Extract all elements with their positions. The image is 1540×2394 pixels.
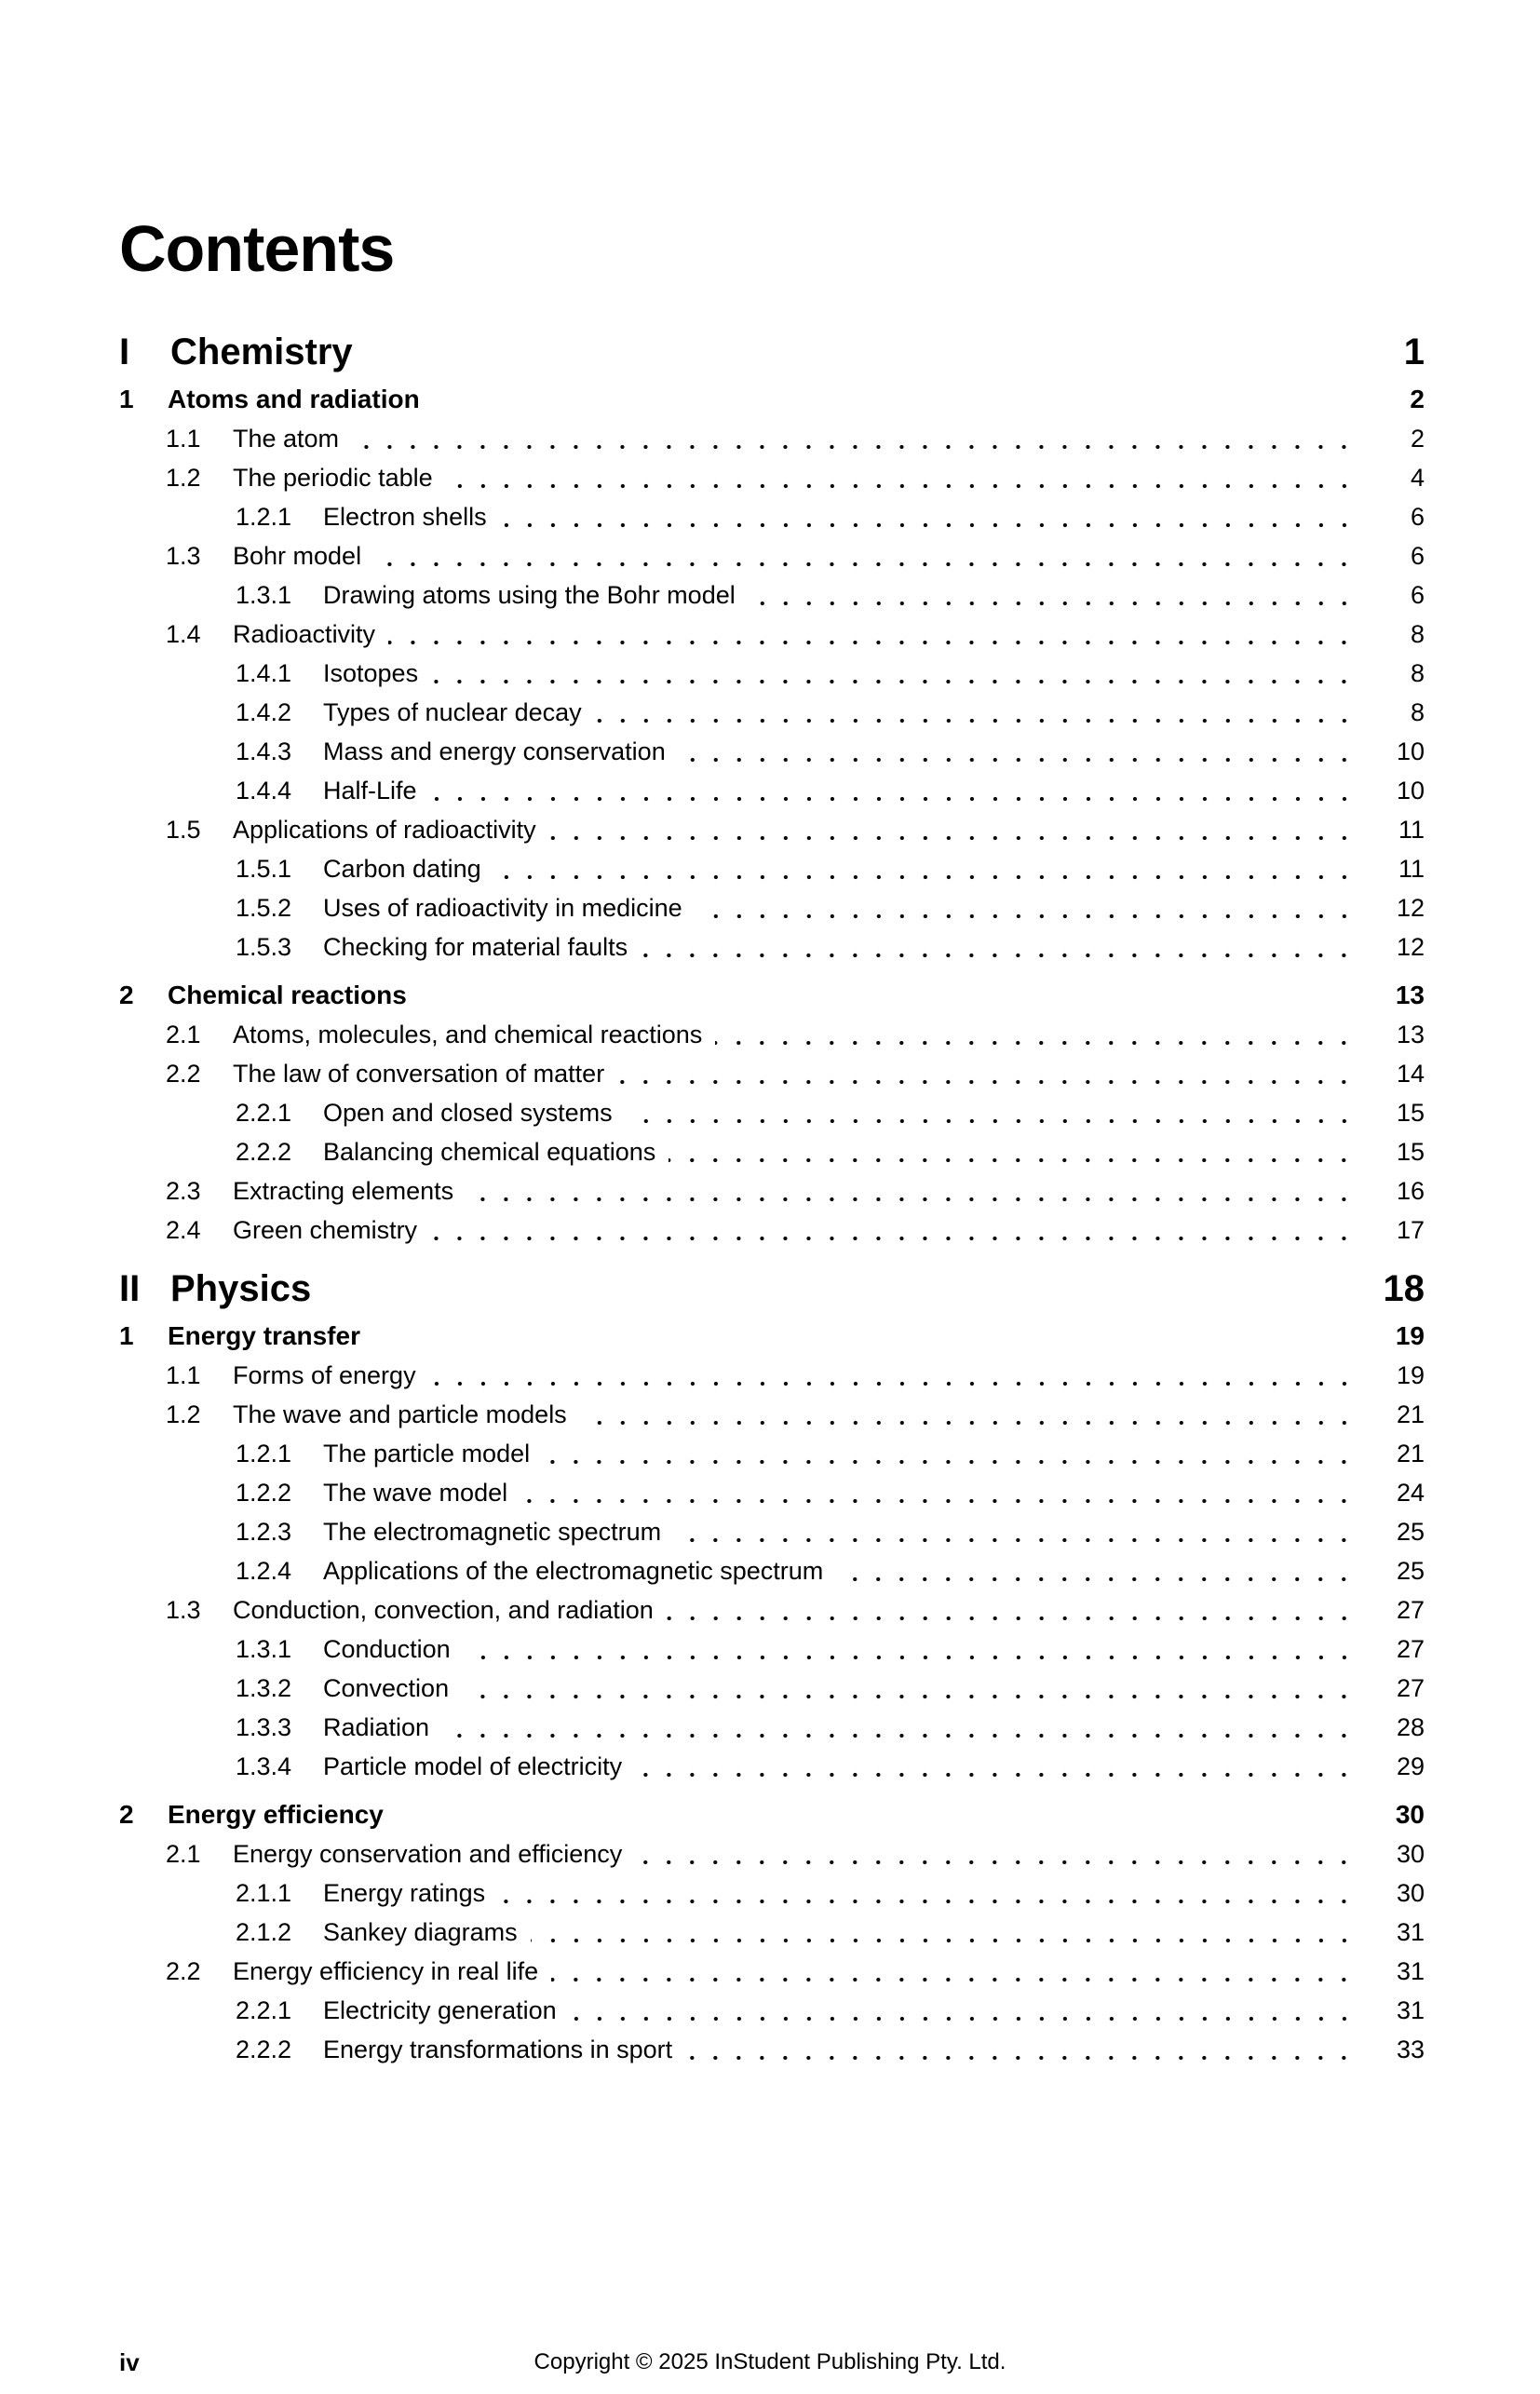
entry-number: 1.4.4 [236,777,292,805]
page-title: Contents [119,212,395,285]
toc-entry-2-3[interactable] [119,1171,1425,1211]
entry-number: 1.3.2 [236,1674,292,1702]
copyright-notice: Copyright © 2025 InStudent Publishing Pty. Ltd. [534,2349,1006,2374]
dot-leader [352,419,1356,458]
entry-number: 1.3 [166,1596,201,1624]
dot-leader [442,1708,1356,1747]
part-title: Chemistry [170,331,353,372]
toc-entry-1-2[interactable] [119,458,1425,497]
toc-entry-1-2-4[interactable] [119,1551,1425,1590]
toc-entry-2-2[interactable] [119,1952,1425,1991]
entry-title: The electromagnetic spectrum [323,1518,662,1546]
entry-page-number: 12 [1396,933,1425,961]
leader-space [407,976,1376,1015]
toc-entry-1[interactable] [119,380,1425,419]
entry-title: Mass and energy conservation [323,737,666,765]
dot-leader [430,771,1356,810]
entry-page-number: 27 [1396,1635,1425,1663]
toc-part-i[interactable] [119,326,1425,378]
toc-entry-1-3[interactable] [119,1590,1425,1630]
entry-title: The particle model [323,1440,531,1468]
entry-number: 1.1 [166,1361,201,1389]
entry-page-number: 25 [1396,1557,1425,1585]
entry-title: Electricity generation [323,1996,557,2024]
entry-page-number: 21 [1396,1440,1425,1468]
entry-page-number: 21 [1396,1400,1425,1428]
entry-title: Atoms, molecules, and chemical reactions [233,1021,703,1048]
dot-leader [498,1873,1356,1913]
toc-part-ii[interactable] [119,1263,1425,1315]
entry-title: The atom [233,425,340,453]
entry-number: 2.1 [166,1840,201,1868]
entry-number: 1.2.1 [236,503,292,531]
entry-number: 1.2.1 [236,1440,292,1468]
dot-leader [374,536,1356,575]
toc-entry-1-1[interactable] [119,419,1425,458]
toc-entry-1-5-3[interactable] [119,927,1425,967]
entry-title: Bohr model [233,542,362,570]
entry-number: 2.2.1 [236,1099,292,1127]
entry-title: Energy transfer [168,1321,360,1350]
entry-title: Types of nuclear decay [323,698,582,726]
entry-page-number: 6 [1410,542,1425,570]
entry-page-number: 14 [1396,1060,1425,1088]
entry-number: 1.2 [166,1400,201,1428]
toc-entry-1-1[interactable] [119,1356,1425,1395]
toc-entry-2-4[interactable] [119,1211,1425,1250]
toc-entry-2-1[interactable] [119,1015,1425,1054]
toc-entry-1-3[interactable] [119,536,1425,575]
entry-page-number: 16 [1396,1177,1425,1205]
dot-leader [543,1434,1356,1473]
dot-leader [466,1171,1356,1211]
entry-number: 2.1 [166,1021,201,1048]
entry-page-number: 31 [1396,1957,1425,1985]
entry-title: Forms of energy [233,1361,416,1389]
dot-leader [494,849,1356,888]
dot-leader [641,927,1356,967]
dot-leader [696,888,1356,927]
entry-title: Open and closed systems [323,1099,613,1127]
entry-page-number: 27 [1396,1674,1425,1702]
toc-entry-2-2[interactable] [119,1054,1425,1093]
entry-title: Chemical reactions [168,981,407,1009]
entry-number: 1.2 [166,464,201,492]
entry-page-number: 15 [1396,1099,1425,1127]
toc-entry-1-3-4[interactable] [119,1747,1425,1786]
entry-page-number: 30 [1395,1800,1425,1829]
entry-title: Checking for material faults [323,933,628,961]
entry-page-number: 29 [1396,1752,1425,1780]
entry-title: Conduction [323,1635,451,1663]
toc-entry-2-2-2[interactable] [119,2030,1425,2069]
toc-entry-1-3-3[interactable] [119,1708,1425,1747]
entry-title: Applications of radioactivity [233,816,536,844]
entry-number: 1.3.1 [236,1635,292,1663]
entry-number: 1.5 [166,816,201,844]
dot-leader [685,2030,1356,2069]
entry-title: Extracting elements [233,1177,454,1205]
entry-page-number: 8 [1410,620,1425,648]
entry-number: 1.5.3 [236,933,292,961]
entry-page-number: 8 [1410,659,1425,687]
toc-entry-1-2-2[interactable] [119,1473,1425,1512]
dot-leader [669,1132,1356,1171]
entry-number: 2.2.2 [236,1138,292,1166]
dot-leader [635,1834,1356,1873]
entry-title: Isotopes [323,659,419,687]
toc [119,326,1425,2069]
part-page-number: 18 [1383,1268,1425,1309]
toc-entry-1-2-1[interactable] [119,497,1425,536]
dot-leader [570,1991,1356,2030]
dot-leader [446,458,1356,497]
leader-space [384,1795,1376,1834]
entry-title: The wave and particle models [233,1400,567,1428]
entry-page-number: 15 [1396,1138,1425,1166]
entry-number: 2.2 [166,1957,201,1985]
entry-page-number: 31 [1396,1996,1425,2024]
entry-page-number: 13 [1396,1021,1425,1048]
entry-page-number: 17 [1396,1216,1425,1244]
entry-page-number: 6 [1410,581,1425,609]
entry-page-number: 4 [1410,464,1425,492]
part-numeral: II [119,1268,141,1309]
dot-leader [595,693,1356,732]
entry-number: 2.1.2 [236,1918,292,1946]
dot-leader [531,1913,1356,1952]
toc-entry-1-3-1[interactable] [119,1630,1425,1669]
entry-page-number: 13 [1395,981,1425,1009]
toc-entry-2-2-2[interactable] [119,1132,1425,1171]
entry-page-number: 11 [1398,855,1425,883]
toc-entry-1-4[interactable] [119,615,1425,654]
dot-leader [626,1093,1356,1132]
entry-title: Energy efficiency [168,1800,384,1829]
entry-title: Balancing chemical equations [323,1138,656,1166]
entry-title: Convection [323,1674,450,1702]
entry-page-number: 19 [1396,1361,1425,1389]
page-footer [0,2347,1540,2378]
entry-number: 1.5.1 [236,855,292,883]
toc-entry-1-4-1[interactable] [119,654,1425,693]
dot-leader [749,575,1356,615]
entry-number: 1.2.4 [236,1557,292,1585]
entry-title: Atoms and radiation [168,385,420,413]
toc-entry-1-5-2[interactable] [119,888,1425,927]
entry-number: 1.3.4 [236,1752,292,1780]
entry-title: Sankey diagrams [323,1918,518,1946]
entry-page-number: 30 [1396,1879,1425,1907]
entry-page-number: 33 [1396,2036,1425,2063]
entry-number: 1.1 [166,425,201,453]
toc-entry-1-3-1[interactable] [119,575,1425,615]
entry-number: 2.2.1 [236,1996,292,2024]
dot-leader [388,615,1356,654]
entry-title: Conduction, convection, and radiation [233,1596,654,1624]
entry-title: Applications of the electromagnetic spectrum [323,1557,824,1585]
dot-leader [462,1669,1356,1708]
entry-page-number: 24 [1396,1479,1425,1507]
toc-entry-1-2-1[interactable] [119,1434,1425,1473]
entry-title: Green chemistry [233,1216,418,1244]
toc-entry-1-3-2[interactable] [119,1669,1425,1708]
dot-leader [580,1395,1356,1434]
entry-title: Drawing atoms using the Bohr model [323,581,736,609]
toc-entry-2-1-2[interactable] [119,1913,1425,1952]
entry-title: Energy ratings [323,1879,486,1907]
toc-entry-1-2[interactable] [119,1395,1425,1434]
dot-leader [429,1356,1356,1395]
entry-number: 1.3 [166,542,201,570]
leader-space [353,326,1376,378]
dot-leader [520,1473,1356,1512]
toc-entry-2[interactable] [119,1795,1425,1834]
entry-number: 1.3.1 [236,581,292,609]
folio-page-number: iv [119,2348,140,2376]
entry-number: 2.4 [166,1216,201,1244]
entry-title: Radioactivity [233,620,376,648]
entry-title: Radiation [323,1713,430,1741]
dot-leader [836,1551,1356,1590]
entry-page-number: 2 [1410,385,1425,413]
entry-page-number: 8 [1410,698,1425,726]
toc-entry-2-1-1[interactable] [119,1873,1425,1913]
entry-number: 1.4.2 [236,698,292,726]
entry-page-number: 31 [1396,1918,1425,1946]
entry-title: Energy conservation and efficiency [233,1840,623,1868]
dot-leader [551,1952,1356,1991]
dot-leader [635,1747,1356,1786]
entry-number: 2.3 [166,1177,201,1205]
dot-leader [667,1590,1356,1630]
entry-title: Energy efficiency in real life [233,1957,539,1985]
entry-number: 1.2.3 [236,1518,292,1546]
toc-entry-2[interactable] [119,976,1425,1015]
part-page-number: 1 [1403,331,1425,372]
dot-leader [617,1054,1356,1093]
entry-number: 1.4.3 [236,737,292,765]
toc-entry-2-2-1[interactable] [119,1991,1425,2030]
part-title: Physics [170,1268,312,1309]
toc-entry-2-1[interactable] [119,1834,1425,1873]
entry-number: 2.1.1 [236,1879,292,1907]
entry-page-number: 28 [1396,1713,1425,1741]
entry-title: Carbon dating [323,855,481,883]
entry-page-number: 10 [1396,737,1425,765]
entry-title: Energy transformations in sport [323,2036,673,2063]
entry-page-number: 10 [1396,777,1425,805]
entry-title: Half-Life [323,777,417,805]
dot-leader [674,1512,1356,1551]
toc-entry-1-5[interactable] [119,810,1425,849]
entry-number: 2 [119,981,134,1009]
entry-page-number: 6 [1410,503,1425,531]
entry-page-number: 19 [1395,1321,1425,1350]
dot-leader [715,1015,1356,1054]
entry-title: Particle model of electricity [323,1752,623,1780]
toc-entry-1[interactable] [119,1317,1425,1356]
toc-entry-2-2-1[interactable] [119,1093,1425,1132]
entry-page-number: 12 [1396,894,1425,922]
entry-title: The wave model [323,1479,508,1507]
leader-space [311,1263,1376,1315]
entry-number: 1 [119,385,134,413]
entry-page-number: 2 [1410,425,1425,453]
entry-page-number: 30 [1396,1840,1425,1868]
entry-number: 2 [119,1800,134,1829]
toc-entry-1-4-2[interactable] [119,693,1425,732]
toc-entry-1-5-1[interactable] [119,849,1425,888]
dot-leader [430,1211,1356,1250]
entry-number: 1.2.2 [236,1479,292,1507]
entry-number: 1.4 [166,620,201,648]
entry-number: 1.5.2 [236,894,292,922]
dot-leader [679,732,1356,771]
dot-leader [431,654,1356,693]
entry-number: 2.2.2 [236,2036,292,2063]
entry-title: The periodic table [233,464,433,492]
part-numeral: I [119,331,130,372]
dot-leader [464,1630,1356,1669]
dot-leader [500,497,1356,536]
entry-number: 1 [119,1321,134,1350]
document-page [0,212,1540,2376]
entry-number: 2.2 [166,1060,201,1088]
leader-space [360,1317,1376,1356]
dot-leader [549,810,1356,849]
toc-entry-1-4-3[interactable] [119,732,1425,771]
entry-number: 1.4.1 [236,659,292,687]
entry-page-number: 27 [1396,1596,1425,1624]
entry-number: 1.3.3 [236,1713,292,1741]
entry-page-number: 25 [1396,1518,1425,1546]
leader-space [420,380,1376,419]
entry-title: Uses of radioactivity in medicine [323,894,682,922]
entry-title: Electron shells [323,503,487,531]
toc-entry-1-2-3[interactable] [119,1512,1425,1551]
entry-title: The law of conversation of matter [233,1060,605,1088]
entry-page-number: 11 [1398,816,1425,844]
toc-entry-1-4-4[interactable] [119,771,1425,810]
